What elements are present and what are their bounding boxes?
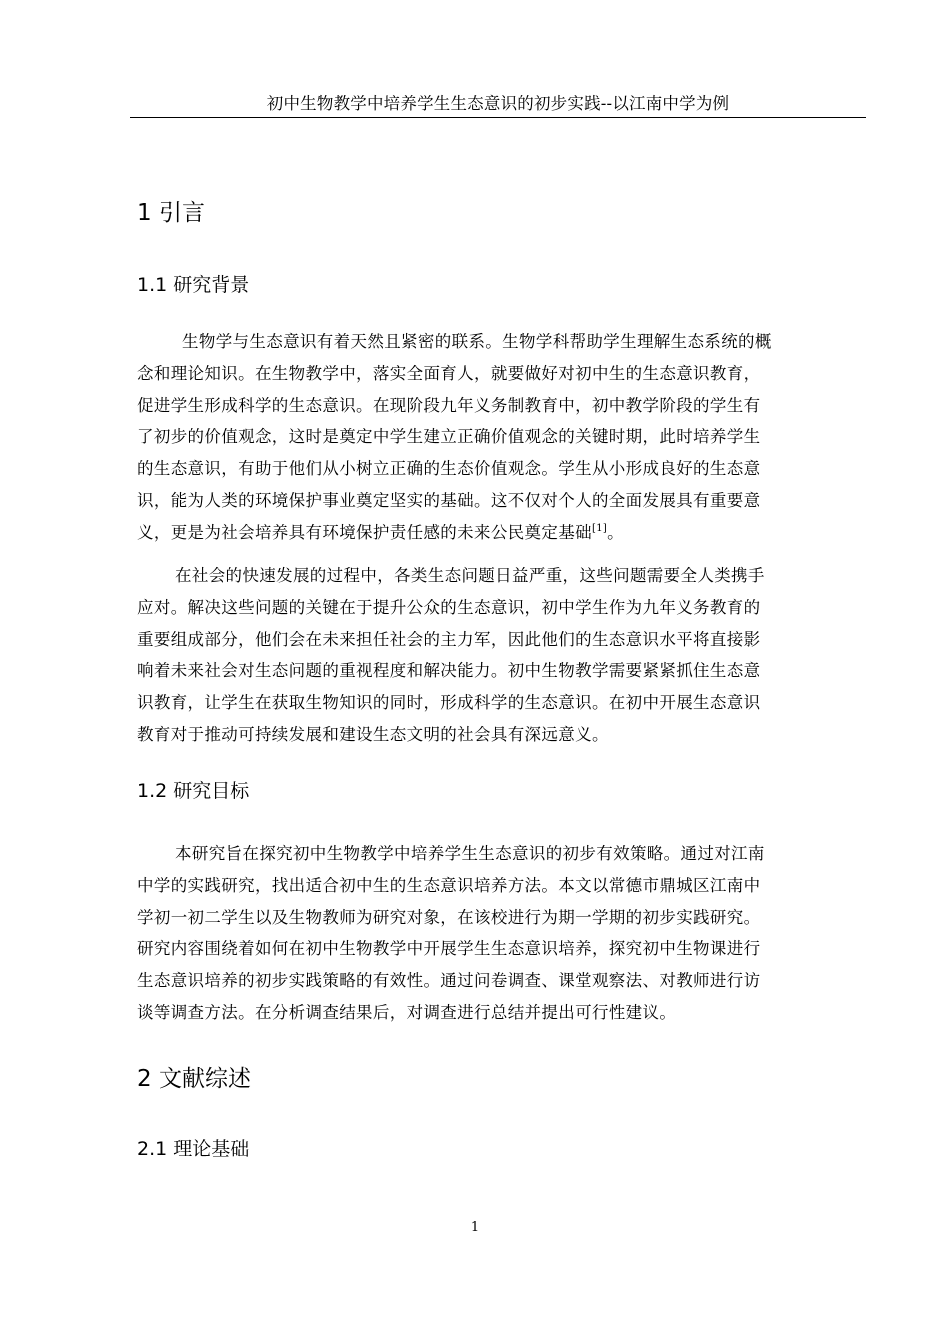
text-line: 研究内容围绕着如何在初中生物教学中开展学生生态意识培养，探究初中生物课进行 xyxy=(137,939,761,959)
paragraph-research-background-1 xyxy=(137,326,861,549)
text-line: 本研究旨在探究初中生物教学中培养学生生态意识的初步有效策略。通过对江南 xyxy=(175,844,765,863)
section-heading-1-1: 1.1 研究背景 xyxy=(137,274,250,296)
section-heading-2-1: 2.1 理论基础 xyxy=(137,1138,250,1160)
text-line: 中学的实践研究，找出适合初中生的生态意识培养方法。本文以常德市鼎城区江南中 xyxy=(137,875,761,895)
text-line: 在社会的快速发展的过程中，各类生态问题日益严重，这些问题需要全人类携手 xyxy=(175,566,765,585)
text-line: 义，更是为社会培养具有环境保护责任感的未来公民奠定基础 xyxy=(137,522,592,542)
text-line-with-citation xyxy=(137,517,861,549)
section-heading-2: 2 文献综述 xyxy=(137,1066,251,1092)
text-line: 识教育，让学生在获取生物知识的同时，形成科学的生态意识。在初中开展生态意识 xyxy=(137,693,761,713)
text-line: 促进学生形成科学的生态意识。在现阶段九年义务制教育中，初中教学阶段的学生有 xyxy=(137,395,761,415)
text-line: 响着未来社会对生态问题的重视程度和解决能力。初中生物教学需要紧紧抓住生态意 xyxy=(137,661,761,681)
text-line: 生物学与生态意识有着天然且紧密的联系。生物学科帮助学生理解生态系统的概 xyxy=(182,332,772,351)
text-line: 教育对于推动可持续发展和建设生态文明的社会具有深远意义。 xyxy=(137,724,609,744)
text-line: 应对。解决这些问题的关键在于提升公众的生态意识，初中学生作为九年义务教育的 xyxy=(137,597,761,617)
text-line: 生态意识培养的初步实践策略的有效性。通过问卷调查、课堂观察法、对教师进行访 xyxy=(137,971,761,991)
section-heading-1: 1 引言 xyxy=(137,200,205,226)
section-heading-1-2: 1.2 研究目标 xyxy=(137,780,250,802)
running-header: 初中生物教学中培养学生生态意识的初步实践--以江南中学为例 xyxy=(266,94,730,113)
text-line: 的生态意识，有助于他们从小树立正确的生态价值观念。学生从小形成良好的生态意 xyxy=(137,459,761,479)
text-line: 识，能为人类的环境保护事业奠定坚实的基础。这不仅对个人的全面发展具有重要意 xyxy=(137,490,761,510)
text-line: 念和理论知识。在生物教学中，落实全面育人，就要做好对初中生的生态意识教育， xyxy=(137,363,761,383)
paragraph-research-goal xyxy=(137,838,861,1029)
header-rule xyxy=(130,117,866,118)
text-line: 了初步的价值观念，这时是奠定中学生建立正确价值观念的关键时期，此时培养学生 xyxy=(137,427,761,447)
text-line: 学初一初二学生以及生物教师为研究对象，在该校进行为期一学期的初步实践研究。 xyxy=(137,907,761,927)
page-number: 1 xyxy=(470,1220,480,1235)
text-line: 谈等调查方法。在分析调查结果后，对调查进行总结并提出可行性建议。 xyxy=(137,1002,677,1022)
paragraph-research-background-2 xyxy=(137,560,861,751)
citation-ref[interactable]: [1] xyxy=(591,522,608,534)
sentence-end: 。 xyxy=(607,522,625,542)
text-line: 重要组成部分，他们会在未来担任社会的主力军，因此他们的生态意识水平将直接影 xyxy=(137,629,761,649)
